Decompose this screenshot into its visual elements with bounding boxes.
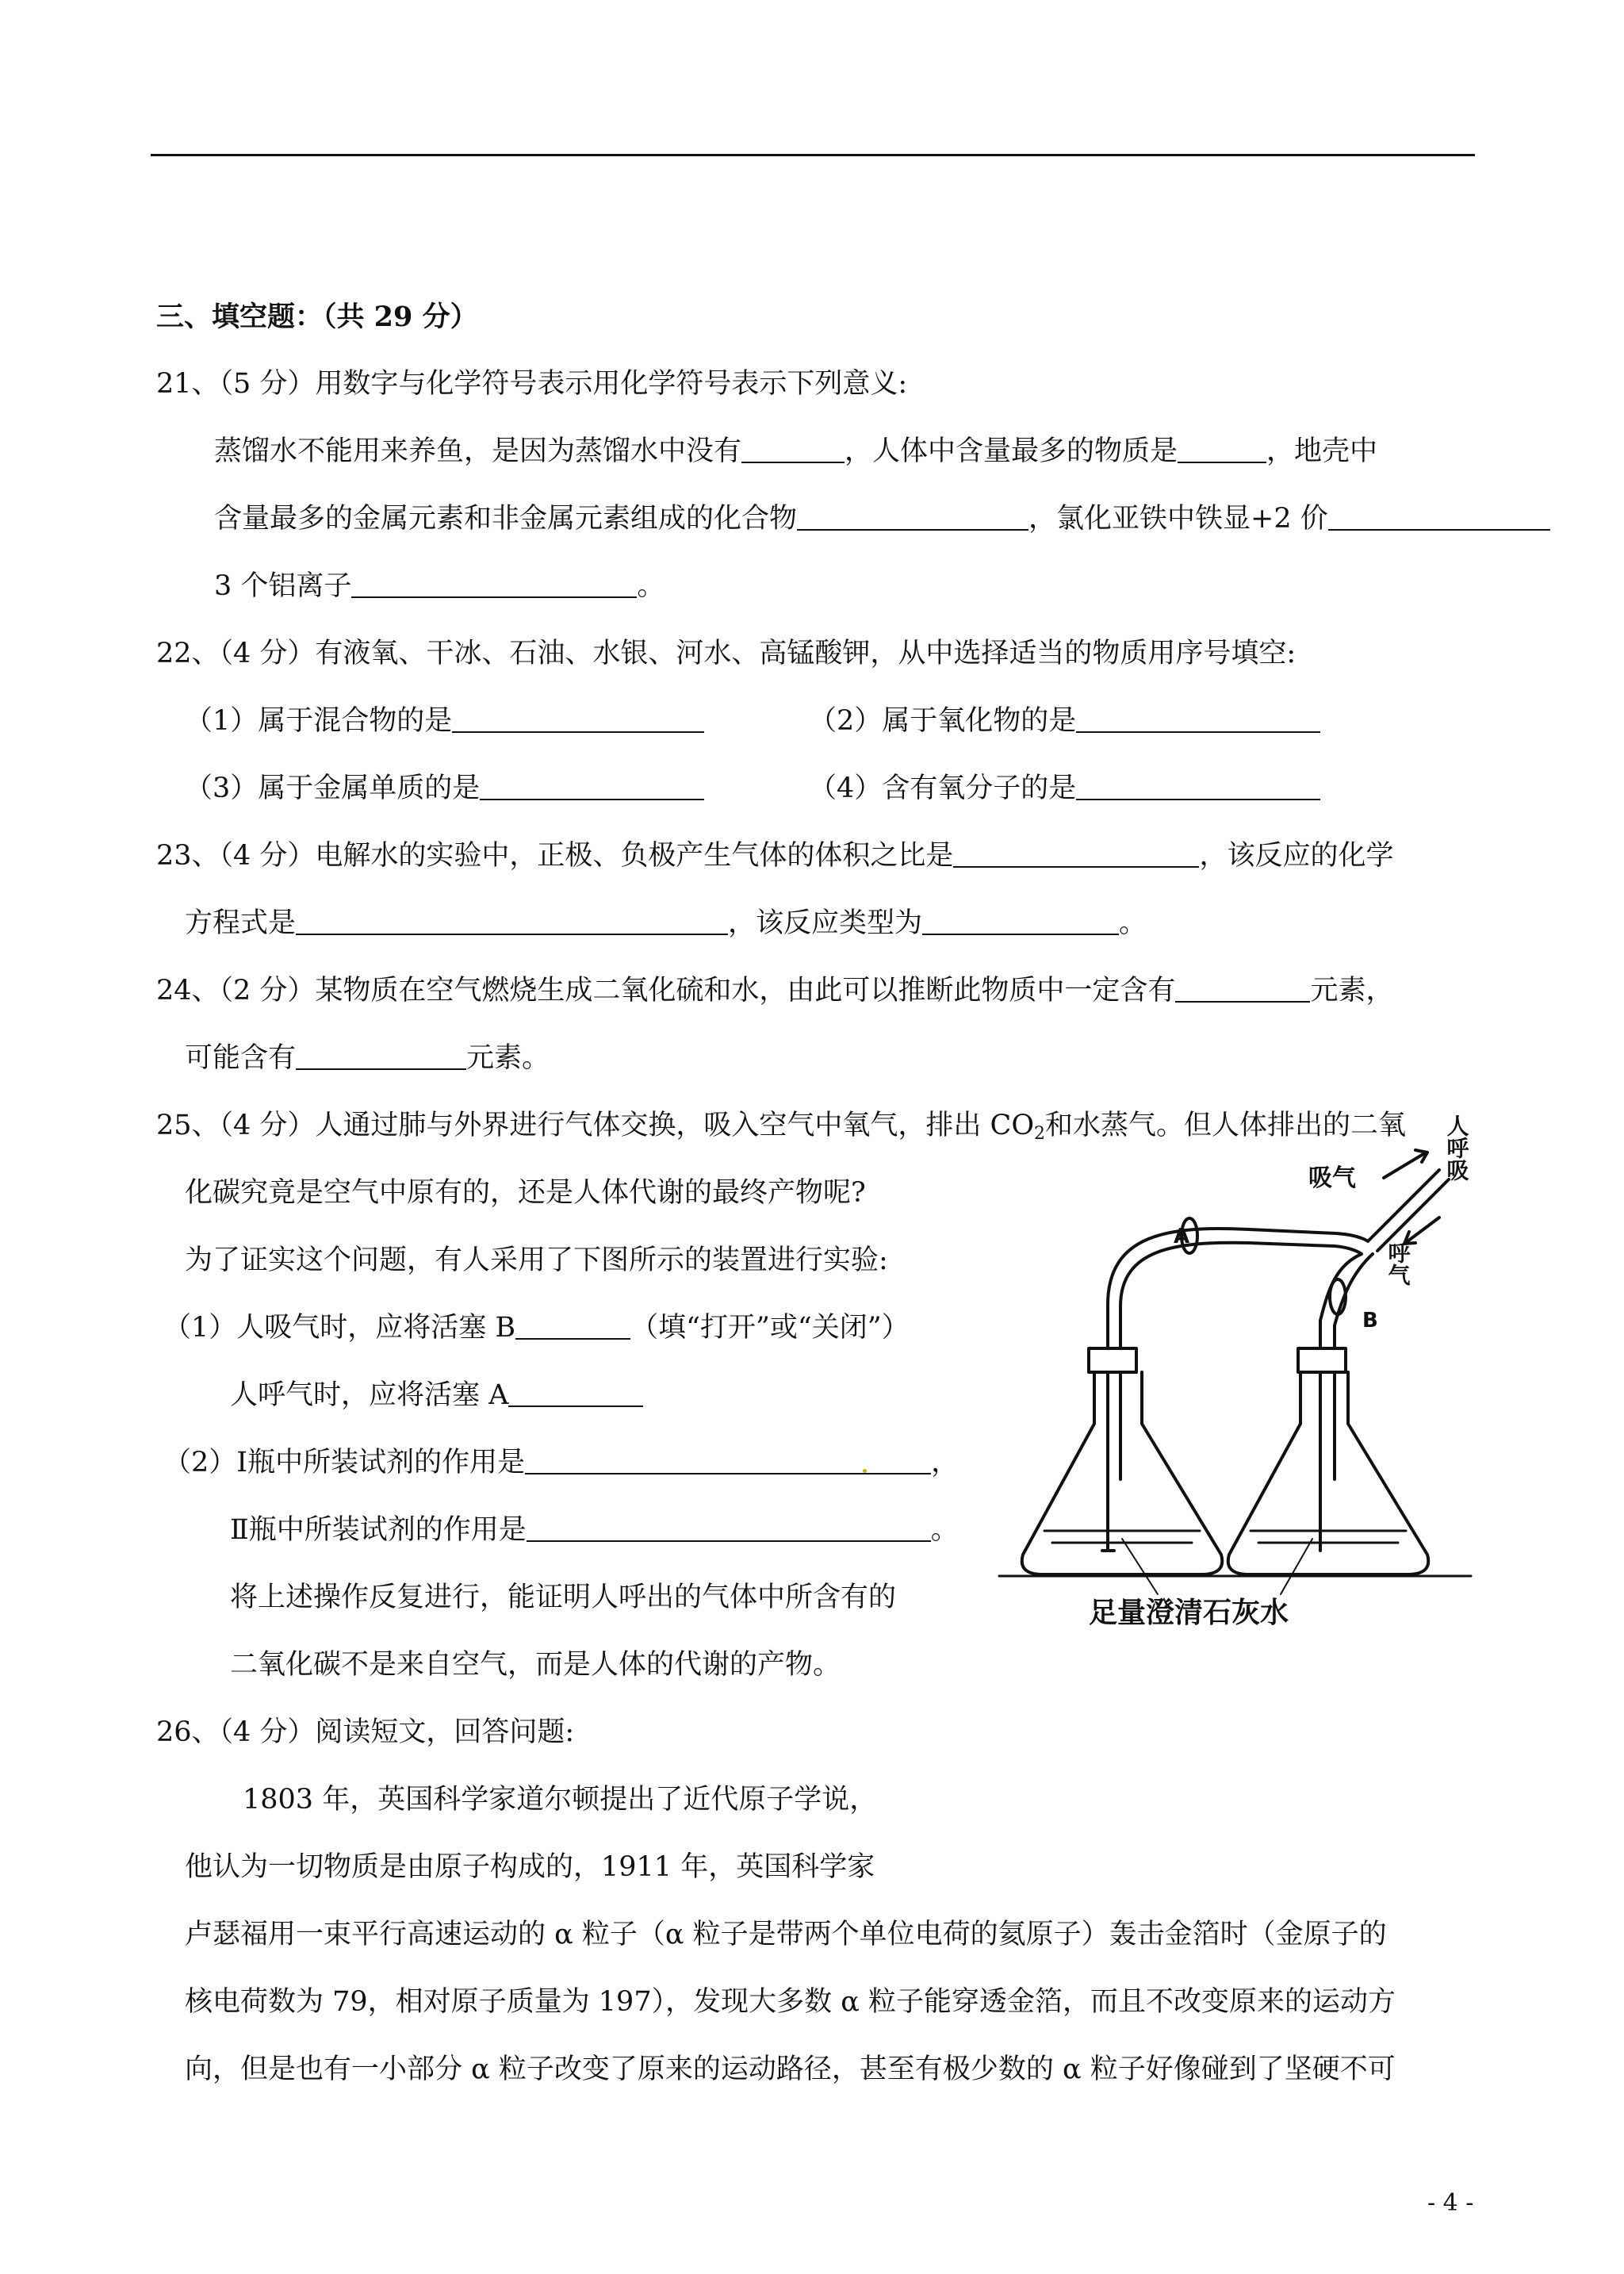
inhale-arrow	[1384, 1154, 1423, 1178]
header-rule	[151, 154, 1475, 156]
q25-text-a: 25、（4 分）人通过肺与外界进行气体交换，吸入空气中氧气，排出 CO	[156, 1110, 1035, 1141]
q23-blank-2[interactable]	[296, 910, 728, 935]
section-title: 三、填空题：（共 29 分）	[156, 301, 478, 333]
q24-text-d: 元素。	[466, 1042, 550, 1074]
q25-text-d: （填“打开”或“关闭”）	[630, 1312, 910, 1344]
figure-caption: 足量澄清石灰水	[1089, 1597, 1289, 1629]
q22-label-3: （3）属于金属单质的是	[185, 773, 481, 804]
q22-label-2: （2）属于氧化物的是	[809, 705, 1077, 737]
q23-line-2	[185, 907, 1147, 939]
label-a: A	[1174, 1225, 1190, 1248]
label-b: B	[1362, 1309, 1378, 1333]
q26-line-3: 卢瑟福用一束平行高速运动的 α 粒子（α 粒子是带两个单位电荷的氦原子）轰击金箔时（金原子的	[185, 1919, 1387, 1950]
q26-heading: 26、（4 分）阅读短文，回答问题:	[156, 1716, 575, 1748]
q25-blank-1[interactable]	[515, 1314, 630, 1340]
q23-text-c: 方程式是	[185, 907, 297, 939]
flask-i-icon	[1022, 1348, 1223, 1574]
q21-text-f: 3 个铝离子	[214, 570, 352, 602]
q22-label-4: （4）含有氧分子的是	[809, 773, 1077, 804]
q26-line-2: 他认为一切物质是由原子构成的，1911 年，英国科学家	[185, 1851, 875, 1883]
q24-line-2	[185, 1042, 550, 1074]
q24-line-1	[156, 977, 1393, 1005]
q21-blank-4[interactable]	[1328, 505, 1550, 531]
q25-line-9: 二氧化碳不是来自空气，而是人体的代谢的产物。	[230, 1649, 841, 1681]
label-exhale: 呼气	[1385, 1241, 1411, 1286]
q22-blank-3[interactable]	[480, 775, 704, 800]
q23-text-a: 23、（4 分）电解水的实验中，正极、负极产生气体的体积之比是	[156, 840, 954, 872]
q21-blank-2[interactable]	[1178, 438, 1266, 463]
q22-blank-1[interactable]	[452, 708, 704, 733]
q21-line-2	[214, 505, 1550, 533]
q26-line-4: 核电荷数为 79，相对原子质量为 197），发现大多数 α 粒子能穿透金箔，而且不改变原来的运动方	[185, 1986, 1396, 2018]
q25-text-c: （1）人吸气时，应将活塞 B	[163, 1312, 516, 1344]
q21-blank-1[interactable]	[741, 438, 845, 463]
mouth-tube-2	[1377, 1179, 1449, 1251]
breathing-apparatus-diagram	[995, 1106, 1491, 1642]
q22-part-2	[809, 705, 1320, 737]
q23-blank-3[interactable]	[922, 910, 1119, 935]
q21-line-3	[214, 570, 665, 602]
q25-blank-4[interactable]	[527, 1517, 931, 1542]
q23-text-e: 。	[1119, 907, 1147, 939]
q26-line-1: 1803 年，英国科学家道尔顿提出了近代原子学说，	[243, 1784, 878, 1816]
q26-line-5: 向，但是也有一小部分 α 粒子改变了原来的运动路径，甚至有极少数的 α 粒子好像碰到了坚硬不可	[185, 2054, 1396, 2085]
q21-blank-3[interactable]	[797, 505, 1028, 531]
page-number: - 4 -	[1427, 2189, 1474, 2217]
q25-line-6	[163, 1449, 959, 1477]
q25-text-b: 和水蒸气。但人体排出的二氧	[1045, 1110, 1407, 1141]
q25-line-2: 化碳究竟是空气中原有的，还是人体代谢的最终产物呢?	[185, 1177, 866, 1209]
q25-text-i: 。	[930, 1514, 959, 1546]
q24-blank-1[interactable]	[1175, 977, 1310, 1003]
q25-text-f: （2）Ⅰ瓶中所装试剂的作用是	[163, 1447, 526, 1478]
leader-line-2	[1281, 1539, 1312, 1594]
q22-blank-4[interactable]	[1076, 775, 1320, 800]
q21-text-g: 。	[637, 570, 665, 602]
q25-line-8: 将上述操作反复进行，能证明人呼出的气体中所含有的	[230, 1582, 897, 1613]
q23-text-b: ，该反应的化学	[1199, 840, 1394, 872]
q25-text-e: 人呼气时，应将活塞 A	[230, 1379, 509, 1411]
stray-dot	[863, 1469, 867, 1473]
q21-text-b: ，人体中含量最多的物质是	[845, 435, 1178, 467]
q22-heading: 22、（4 分）有液氧、干冰、石油、水银、河水、高锰酸钾，从中选择适当的物质用序号填空:	[156, 638, 1297, 669]
q25-text-g: ，	[931, 1447, 959, 1478]
q25-line-7	[230, 1514, 959, 1546]
label-inhale: 吸气	[1308, 1164, 1356, 1192]
q23-text-d: ，该反应类型为	[728, 907, 923, 939]
q22-part-4	[809, 775, 1320, 803]
exhale-arrow	[1408, 1218, 1439, 1241]
co2-subscript: 2	[1034, 1124, 1046, 1144]
q21-blank-5[interactable]	[351, 573, 637, 598]
q22-blank-2[interactable]	[1076, 708, 1320, 733]
q23-line-1	[156, 842, 1393, 870]
q21-line-1	[214, 435, 1378, 467]
q21-text-c: ，地壳中	[1266, 435, 1378, 467]
q21-text-a: 蒸馏水不能用来养鱼，是因为蒸馏水中没有	[214, 435, 742, 467]
q22-part-3	[185, 775, 704, 803]
q24-blank-2[interactable]	[296, 1045, 466, 1070]
q25-line-3: 为了证实这个问题，有人采用了下图所示的装置进行实验:	[185, 1244, 888, 1276]
q24-text-b: 元素，	[1310, 975, 1394, 1007]
q22-part-1	[185, 705, 704, 737]
q21-text-d: 含量最多的金属元素和非金属元素组成的化合物	[214, 503, 798, 535]
label-person: 人呼吸	[1443, 1114, 1470, 1181]
q22-label-1: （1）属于混合物的是	[185, 705, 453, 737]
q25-blank-2[interactable]	[508, 1382, 643, 1407]
q25-line-5	[230, 1379, 643, 1411]
q21-heading: 21、（5 分）用数字与化学符号表示用化学符号表示下列意义:	[156, 368, 908, 400]
flask-ii-icon	[1228, 1348, 1429, 1574]
q21-text-e: ，氯化亚铁中铁显+2 价	[1028, 503, 1328, 535]
q24-text-a: 24、（2 分）某物质在空气燃烧生成二氧化硫和水，由此可以推断此物质中一定含有	[156, 975, 1176, 1007]
q24-text-c: 可能含有	[185, 1042, 297, 1074]
mouth-tube-1	[1368, 1170, 1439, 1241]
q25-line-4	[163, 1314, 910, 1342]
q23-blank-1[interactable]	[953, 842, 1199, 868]
q25-text-h: Ⅱ瓶中所装试剂的作用是	[230, 1514, 527, 1546]
leader-line-1	[1122, 1539, 1158, 1594]
q25-blank-3[interactable]	[525, 1449, 931, 1474]
